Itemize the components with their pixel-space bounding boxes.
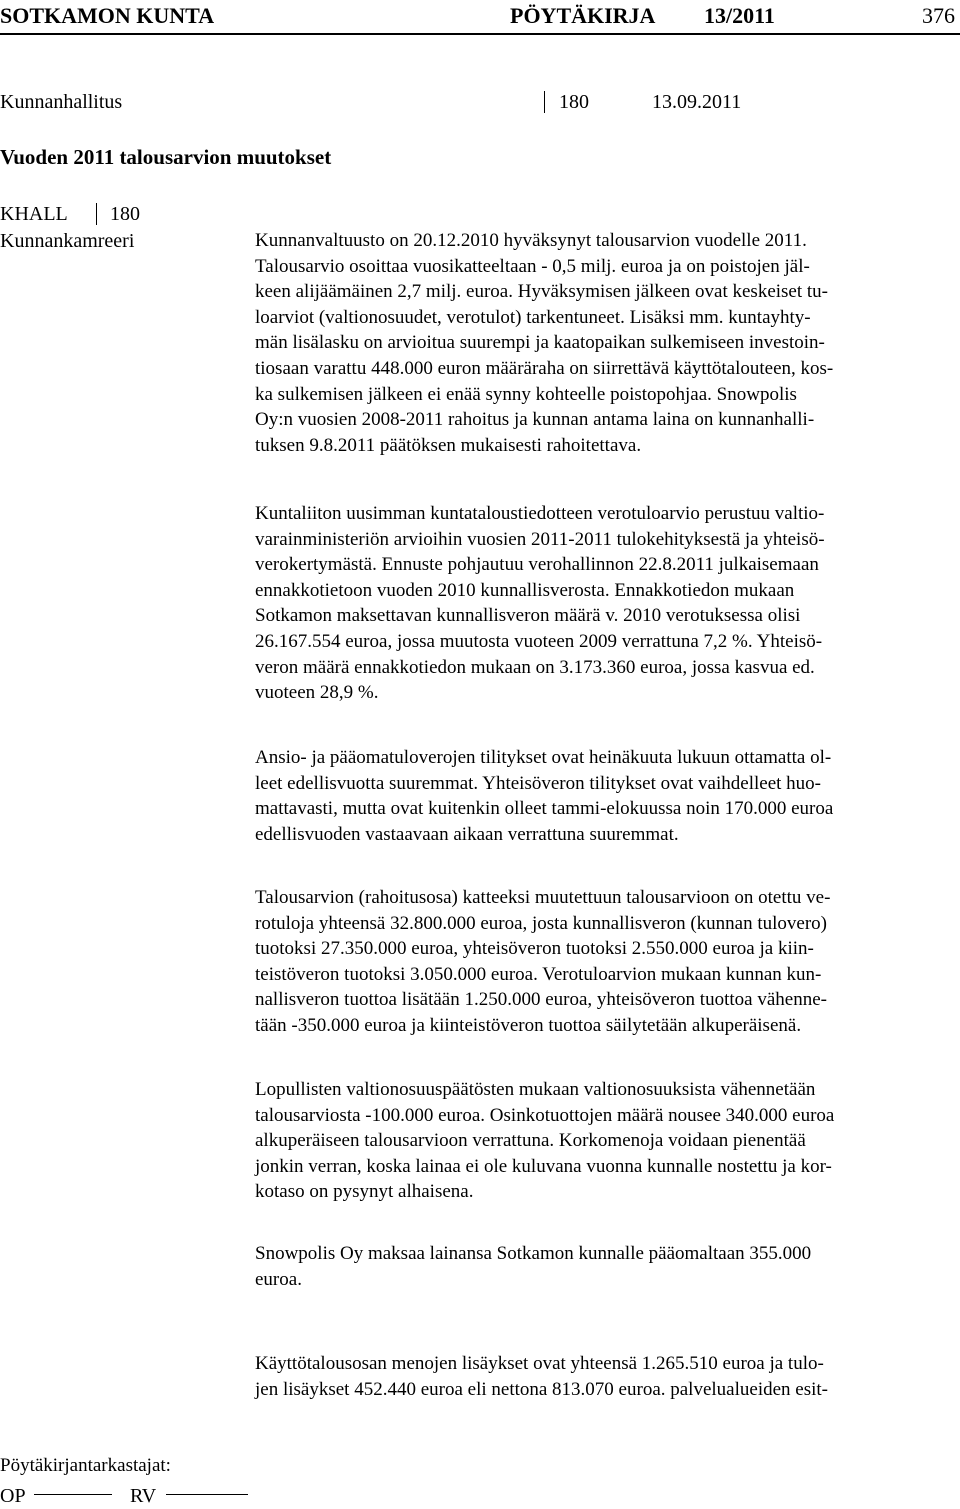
document-type: PÖYTÄKIRJA [510,3,656,28]
case-preparer: Kunnankamreeri [0,230,135,252]
paragraph-7 [255,1351,960,1402]
paragraph-6 [255,1241,960,1292]
text-line: tiosaan varattu 448.000 euron määräraha on siirrettävä käyttötalouteen, kos- [255,357,834,379]
issue-number: 13/2011 [704,3,775,28]
text-line: ka sulkemisen jälkeen ei enää synny kohteelle poistopohjaa. Snowpolis [255,383,797,405]
text-line: loarviot (valtionosuudet, verotulot) tarkentuneet. Lisäksi mm. kuntayhty- [255,306,811,328]
reviewers-label: Pöytäkirjantarkastajat: [0,1455,171,1476]
text-line: Talousarvio osoittaa vuosikatteeltaan - 0,5 milj. euroa ja on poistojen jäl- [255,255,810,277]
text-line: mattavasti, mutta ovat kuitenkin olleet tammi-elokuussa noin 170.000 euroa [255,798,834,820]
text-line: varainministeriön arvioihin vuosien 2011-2011 tulokehityksestä ja yhteisö- [255,528,825,550]
paragraph-3 [255,745,960,847]
text-line: Ansio- ja pääomatuloverojen tilitykset ovat heinäkuuta lukuun ottamatta ol- [255,747,832,768]
text-line: vuoteen 28,9 %. [255,682,379,704]
text-line: Sotkamon maksettavan kunnallisveron määrä v. 2010 verotuksessa olisi [255,605,801,627]
text-line: verokertymästä. Ennuste pohjautuu verohallinnon 22.8.2011 julkaisemaan [255,554,819,576]
text-line: tuksen 9.8.2011 päätöksen mukaisesti rahoitettava. [255,434,642,456]
text-line: euroa. [255,1268,302,1290]
case-title: Vuoden 2011 talousarvion muutokset [0,145,332,169]
text-line: nallisveron tuottoa lisätään 1.250.000 euroa, yhteisöveron tuottoa vähenne- [255,989,827,1011]
signer-initials-1: OP [0,1485,26,1507]
meeting-body: Kunnanhallitus [0,91,123,113]
signature-line-1 [34,1494,112,1495]
case-reference-number: 180 [110,203,140,225]
text-line: Oy:n vuosien 2008-2011 rahoitus ja kunnan antama laina on kunnanhalli- [255,409,815,431]
text-line: leet edellisvuotta suuremmat. Yhteisöveron tilitykset ovat vaihdelleet huo- [255,772,821,794]
text-line: tuotoksi 27.350.000 euroa, yhteisöveron tuotoksi 2.550.000 euroa ja kiin- [255,938,814,960]
section-mark [544,91,545,113]
text-line: Käyttötalousosan menojen lisäykset ovat yhteensä 1.265.510 euroa ja tulo- [255,1353,824,1374]
paragraph-2 [255,501,960,706]
text-line: Snowpolis Oy maksaa lainansa Sotkamon kunnalle pääomaltaan 355.000 [255,1243,812,1264]
case-reference: KHALL [0,203,68,225]
text-line: Talousarvion (rahoitusosa) katteeksi muutettuun talousarvioon on otettu ve- [255,887,831,908]
municipality-name: SOTKAMON KUNTA [0,3,215,28]
signature-line-2 [166,1494,248,1495]
text-line: jonkin verran, koska lainaa ei ole kuluvana vuonna kunnalle nostettu ja kor- [255,1155,832,1177]
paragraph-4 [255,885,960,1039]
text-line: Kunnanvaltuusto on 20.12.2010 hyväksynyt talousarvion vuodelle 2011. [255,230,807,251]
text-line: keen alijäämäinen 2,7 milj. euroa. Hyväksymisen jälkeen ovat keskeiset tu- [255,281,828,303]
text-line: talousarviosta -100.000 euroa. Osinkotuottojen määrä nousee 340.000 euroa [255,1104,835,1126]
signer-initials-2: RV [130,1485,157,1507]
case-section-mark [96,203,97,225]
text-line: teistöveron tuotoksi 3.050.000 euroa. Verotuloarvion mukaan kunnan kun- [255,963,822,985]
section-number: 180 [559,91,589,113]
page-number: 376 [922,3,955,28]
text-line: kotaso on pysynyt alhaisena. [255,1181,474,1203]
text-line: tään -350.000 euroa ja kiinteistöveron tuottoa säilytetään alkuperäisenä. [255,1014,802,1036]
text-line: Kuntaliiton uusimman kuntataloustiedotteen verotuloarvio perustuu valtio- [255,503,825,524]
text-line: rotuloja yhteensä 32.800.000 euroa, josta kunnallisveron (kunnan tulovero) [255,912,827,934]
text-line: ennakkotietoon vuoden 2010 kunnallisverosta. Ennakkotiedon mukaan [255,579,795,601]
paragraph-5 [255,1077,960,1205]
meeting-date: 13.09.2011 [652,91,742,113]
text-line: edellisvuoden vastaavaan aikaan verrattuna suuremmat. [255,823,679,845]
text-line: 26.167.554 euroa, jossa muutosta vuoteen 2009 verrattuna 7,2 %. Yhteisö- [255,630,823,652]
header-divider [0,33,960,35]
text-line: jen lisäykset 452.440 euroa eli nettona 813.070 euroa. palvelualueiden esit- [255,1378,828,1400]
paragraph-1 [255,228,960,458]
text-line: Lopullisten valtionosuuspäätösten mukaan valtionosuuksista vähennetään [255,1079,816,1100]
text-line: veron määrä ennakkotiedon mukaan on 3.173.360 euroa, jossa kasvua ed. [255,656,815,678]
text-line: alkuperäiseen talousarvioon verrattuna. Korkomenoja voidaan pienentää [255,1130,806,1152]
text-line: män lisälasku on arvioitua suurempi ja kaatopaikan sulkemiseen investoin- [255,332,825,354]
